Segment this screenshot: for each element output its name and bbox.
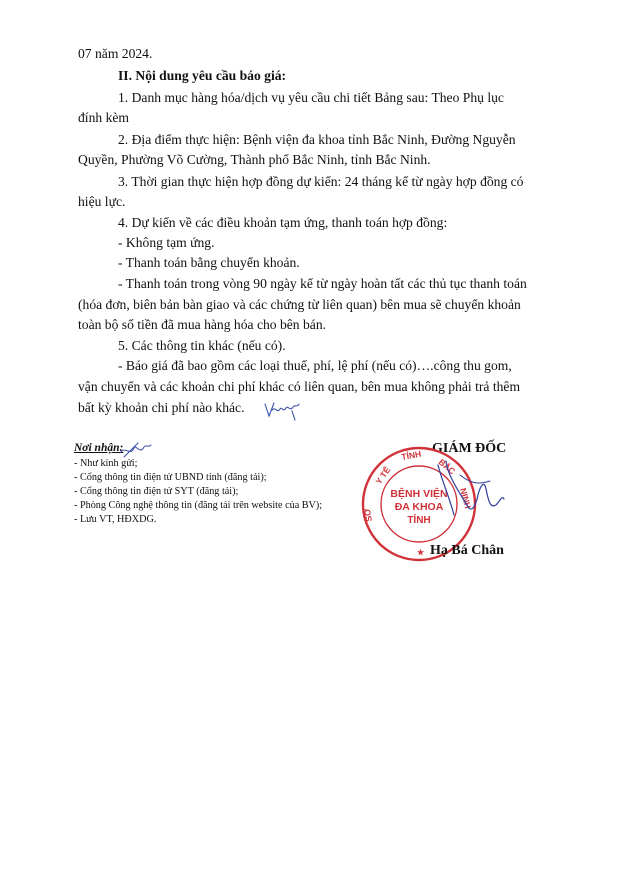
text-line: 5. Các thông tin khác (nếu có). [118,338,286,353]
svg-text:BẮC: BẮC [436,456,458,477]
text-line: - Báo giá đã bao gồm các loại thuế, phí, lệ phí (nếu có)….công thu gom, [118,358,512,373]
handwritten-initial-icon [262,398,304,422]
text-line: Quyền, Phường Võ Cường, Thành phố Bắc Ninh, tỉnh Bắc Ninh. [78,152,431,167]
text-line: 4. Dự kiến về các điều khoản tạm ứng, thanh toán hợp đồng: [118,215,448,230]
text-line: - Thanh toán bằng chuyển khoản. [118,255,300,270]
signer-title: GIÁM ĐỐC [432,441,507,456]
recipient-item: - Cổng thông tin điện tử UBND tỉnh (đăng tải); [74,472,267,483]
svg-text:TỈNH: TỈNH [400,448,422,462]
svg-text:Y TẾ: Y TẾ [373,465,393,487]
recipients-heading: Nơi nhận: [74,442,124,454]
text-line: - Không tạm ứng. [118,235,215,250]
text-line: 3. Thời gian thực hiện hợp đồng dự kiến: 24 tháng kể từ ngày hợp đồng có [118,174,524,189]
signer-name: Hạ Bá Chân [430,543,504,558]
text-line: toàn bộ số tiền đã mua hàng hóa cho bên bán. [78,317,327,332]
svg-text:BỆNH VIỆN: BỆNH VIỆN [390,488,448,500]
text-line: (hóa đơn, biên bản bàn giao và các chứng từ liên quan) bên mua sẽ chuyển khoản [78,297,521,312]
text-line: vận chuyển và các khoản chi phí khác có liên quan, bên mua không phải trả thêm [78,379,521,394]
handwritten-signature-icon [420,455,510,525]
text-line: 2. Địa điểm thực hiện: Bệnh viện đa khoa tỉnh Bắc Ninh, Đường Nguyễn [118,132,516,147]
recipient-item: - Lưu VT, HĐXDG. [74,514,157,525]
recipient-item: - Cổng thông tin điện tử SYT (đăng tải); [74,486,239,497]
svg-text:NINH: NINH [458,486,474,510]
section-heading: II. Nội dung yêu cầu báo giá: [118,68,287,83]
svg-text:SỞ: SỞ [361,507,374,523]
svg-text:TỈNH: TỈNH [407,515,431,526]
svg-text:ĐA KHOA: ĐA KHOA [394,501,444,513]
text-line: hiệu lực. [78,194,126,209]
text-line: đính kèm [78,110,129,125]
text-line: 1. Danh mục hàng hóa/dịch vụ yêu cầu chi tiết Bảng sau: Theo Phụ lục [118,90,504,105]
recipient-item: - Phòng Công nghệ thông tin (đăng tải trên website của BV); [74,500,323,511]
text-line: 07 năm 2024. [78,46,153,61]
recipient-item: - Như kính gửi; [74,458,138,469]
text-line: - Thanh toán trong vòng 90 ngày kể từ ngày hoàn tất các thủ tục thanh toán [118,276,527,291]
svg-text:★: ★ [417,548,425,557]
text-line: bất kỳ khoản chi phí nào khác. [78,400,245,415]
